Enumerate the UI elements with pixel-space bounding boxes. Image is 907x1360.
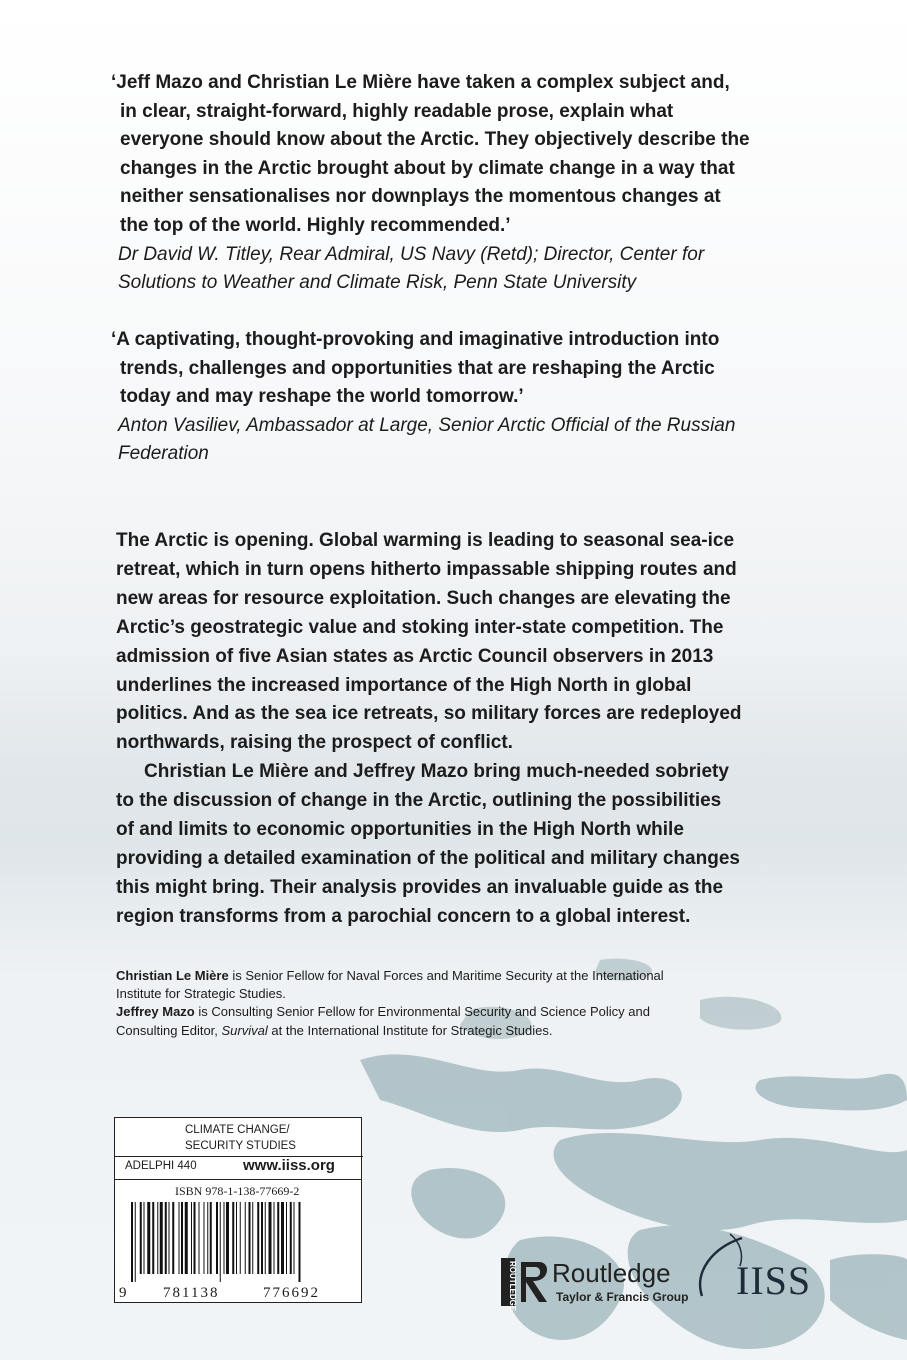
barcode-bar — [216, 1202, 218, 1274]
barcode-bar — [140, 1202, 142, 1274]
routledge-logo — [499, 1258, 549, 1318]
barcode-bar — [147, 1202, 150, 1274]
endorsement-quote-1 — [111, 69, 751, 298]
routledge-spine-text: ROUTLEDGE — [508, 1261, 517, 1312]
barcode-bar — [169, 1202, 170, 1274]
barcode-bar — [179, 1202, 180, 1274]
routledge-subtitle: Taylor & Francis Group — [556, 1290, 689, 1304]
barcode-digits-right: 776692 — [263, 1285, 320, 1301]
quote-text: ‘A captivating, thought-provoking and imaginative introduction into trends, challenges and opportunities that are reshaping the Arctic today and may reshape the world tomorrow.’ — [111, 329, 720, 408]
barcode-digit-first: 9 — [119, 1285, 127, 1301]
barcode-bar — [249, 1202, 251, 1274]
barcode-bar — [220, 1202, 221, 1282]
barcode-bar — [210, 1202, 212, 1274]
subject-category — [115, 1122, 363, 1157]
series-row — [115, 1157, 361, 1180]
barcode-bar — [236, 1202, 237, 1274]
barcode-bar — [172, 1202, 174, 1274]
barcode-bar — [290, 1202, 292, 1274]
barcode-bar — [265, 1202, 266, 1274]
barcode-bar — [207, 1202, 208, 1274]
barcode-bar — [135, 1202, 136, 1282]
barcode-bar — [157, 1202, 158, 1274]
category-line: CLIMATE CHANGE/ — [185, 1124, 290, 1136]
endorsement-quote-2 — [111, 326, 751, 469]
book-description — [116, 527, 742, 932]
barcode-bar — [185, 1202, 188, 1274]
barcode-bar — [165, 1202, 167, 1274]
barcode-bar — [191, 1202, 192, 1274]
barcode-bar — [144, 1202, 145, 1274]
description-paragraph-2: Christian Le Mière and Jeffrey Mazo bring much-needed sobriety to the discussion of change in the Arctic, outlining the possibilities of and limits to economic opportunities in the High North while providing a detailed examination of the political and military changes this might bring. Their analysis provides an invaluable guide as the region transforms from a parochial concern to a global interest. — [116, 761, 740, 927]
barcode-bar — [274, 1202, 275, 1274]
author-name: Christian Le Mière — [116, 968, 229, 983]
author-bio-1 — [116, 967, 676, 1003]
barcode-bar — [252, 1202, 253, 1274]
barcode-bar — [160, 1202, 163, 1274]
barcode-bar — [257, 1202, 259, 1274]
barcode-bar — [281, 1202, 284, 1274]
journal-title: Survival — [221, 1022, 268, 1038]
barcode-bar — [194, 1202, 196, 1274]
barcode-bar — [277, 1202, 279, 1274]
iiss-logo-text: IISS — [736, 1258, 812, 1303]
barcode-digits-left: 781138 — [163, 1285, 220, 1301]
website-label: www.iiss.org — [243, 1157, 335, 1174]
barcode-bar — [286, 1202, 287, 1274]
barcode-bar — [294, 1202, 295, 1274]
barcode-bar — [226, 1202, 229, 1274]
isbn-label: ISBN 978-1-138-77669-2 — [175, 1184, 300, 1198]
barcode-bar — [181, 1202, 183, 1274]
author-bio-text: at the International Institute for Strategic Studies. — [267, 1022, 553, 1038]
author-bio-text: is Consulting Senior Fellow for Environmental Security and Science Policy and Consulting Editor, — [116, 1004, 650, 1038]
author-bio-2 — [116, 1003, 676, 1039]
description-paragraph-1: The Arctic is opening. Global warming is leading to seasonal sea-ice retreat, which in turn opens hitherto impassable shipping routes and new areas for resource exploitation. Such changes are elevating the Arctic’s geostrategic value and stoking inter-state competition. The admission of five Asian states as Arctic Council observers in 2013 underlines the increased importance of the High North in global politics. And as the sea ice retreats, so military forces are redeployed northwards, raising the prospect of conflict. — [116, 530, 742, 754]
barcode-bar — [204, 1202, 205, 1274]
routledge-name: Routledge — [552, 1258, 671, 1288]
barcode-bar — [299, 1202, 301, 1282]
author-name: Jeffrey Mazo — [116, 1004, 195, 1020]
barcode-bar — [240, 1202, 241, 1274]
quote-text: ‘Jeff Mazo and Christian Le Mière have taken a complex subject and, in clear, straight-forward, highly readable prose, explain what everyone should know about the Arctic. They objectively describe the changes in the Arctic brought about by climate change in a way that neither sensationalises nor downplays the momentous changes at the top of the world. Highly recommended.’ — [111, 72, 750, 236]
barcode-bar — [245, 1202, 246, 1274]
barcode-bar — [199, 1202, 200, 1274]
barcode-bar — [131, 1202, 133, 1282]
author-bio-text: is Senior Fellow for Naval Forces and Maritime Security at the International Institute for Strategic Studies. — [116, 968, 664, 1002]
barcode-panel — [114, 1117, 362, 1303]
barcode-graphic — [115, 1200, 361, 1286]
quote-attribution: Anton Vasiliev, Ambassador at Large, Senior Arctic Official of the Russian Federation — [118, 414, 736, 465]
author-bios — [116, 967, 676, 1040]
barcode-bar — [269, 1202, 272, 1274]
category-line: SECURITY STUDIES — [185, 1140, 296, 1152]
series-label: ADELPHI 440 — [125, 1160, 197, 1172]
quote-attribution: Dr David W. Titley, Rear Admiral, US Navy (Retd); Director, Center for Solutions to Weather and Climate Risk, Penn State University — [118, 243, 705, 294]
barcode-bar — [224, 1202, 225, 1274]
barcode-bar — [152, 1202, 154, 1274]
barcode-bar — [232, 1202, 234, 1274]
barcode-bar — [261, 1202, 263, 1274]
